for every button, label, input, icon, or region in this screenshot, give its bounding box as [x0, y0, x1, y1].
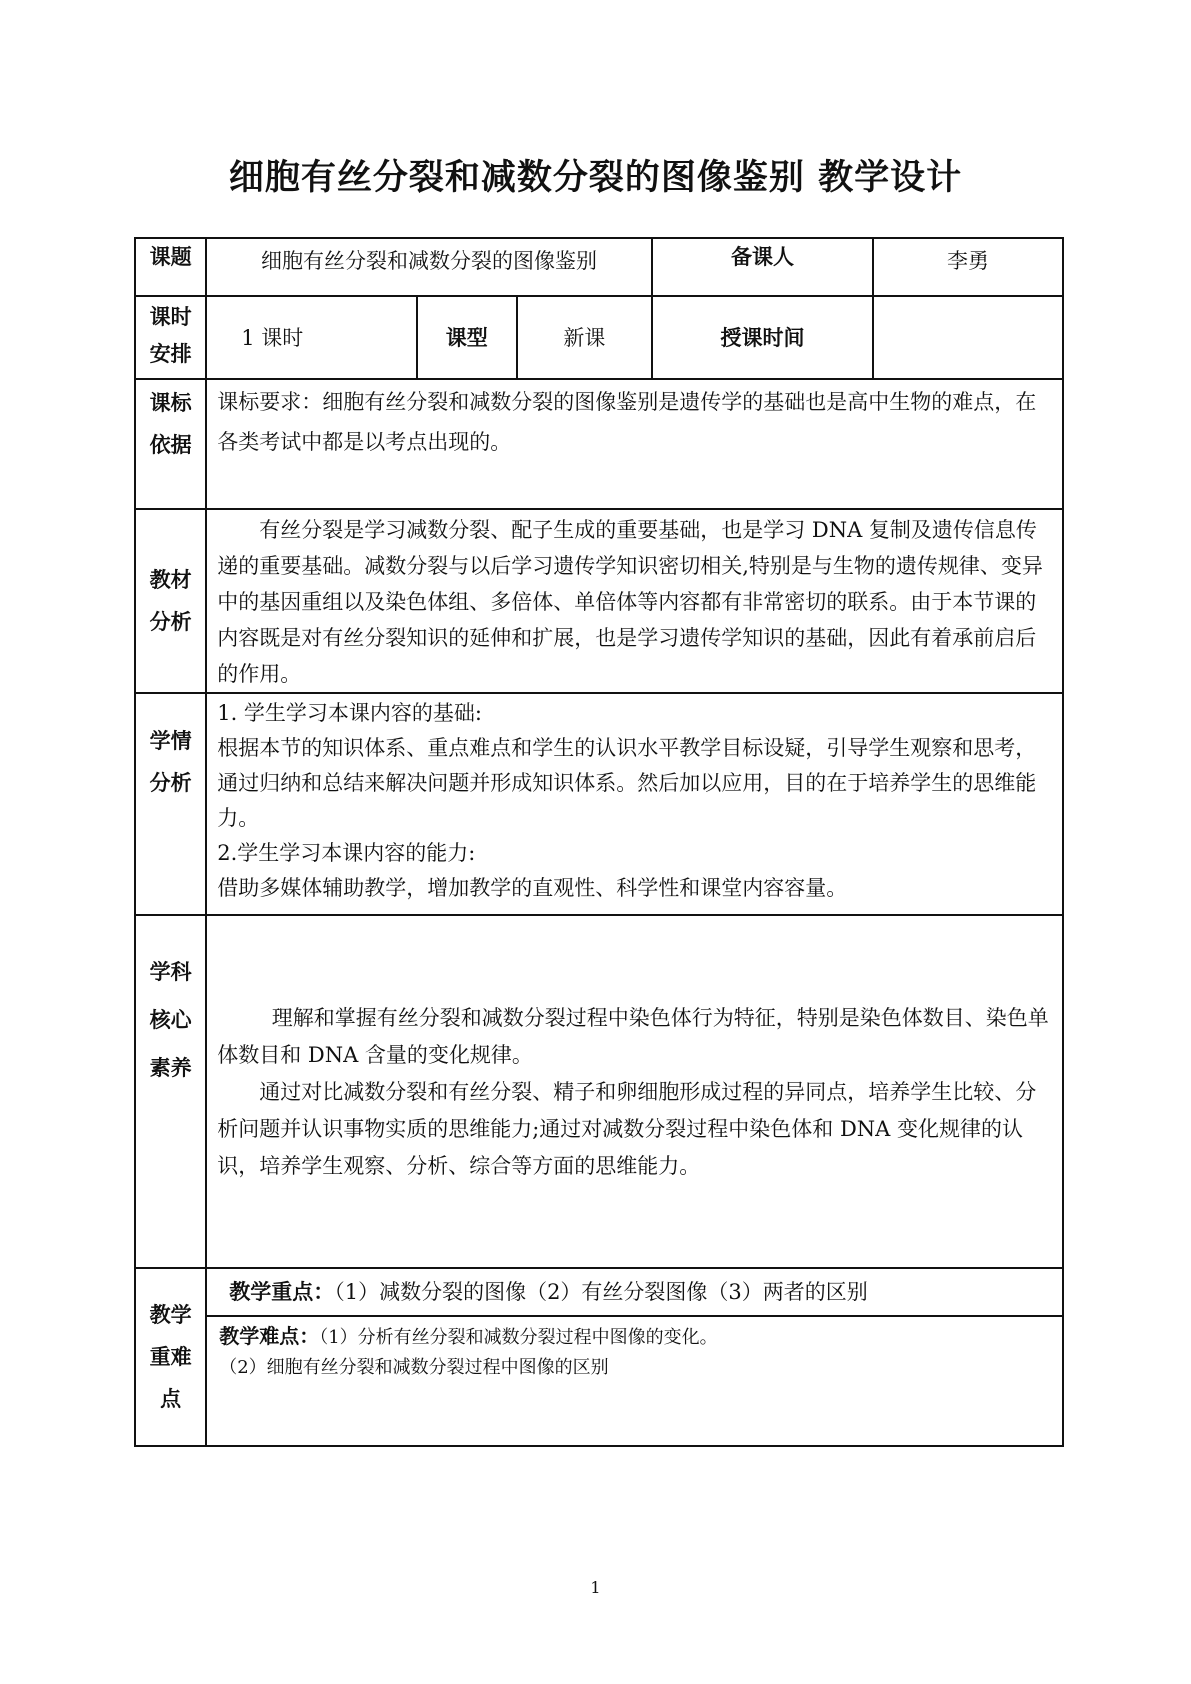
- basis-text: 课标要求：细胞有丝分裂和减数分裂的图像鉴别是遗传学的基础也是高中生物的难点，在各类考试中都是以考点出现的。: [206, 379, 1063, 509]
- material-label-line1: 教材: [149, 568, 192, 592]
- hours-value: 1 课时: [206, 296, 416, 379]
- literacy-label-line3: 素养: [149, 1056, 192, 1080]
- key-point-label: 教学重点：: [229, 1280, 335, 1304]
- literacy-label-line2: 核心: [149, 1008, 192, 1032]
- preparer-value: 李勇: [873, 238, 1063, 296]
- focus-label-line2: 重难: [149, 1345, 192, 1369]
- learner-item1-title: 1. 学生学习本课内容的基础:: [217, 701, 482, 725]
- literacy-label-line1: 学科: [149, 960, 192, 984]
- literacy-row: [135, 915, 1063, 1268]
- difficulty-label: 教学难点：: [219, 1324, 320, 1348]
- literacy-para2: 通过对比减数分裂和有丝分裂、精子和卵细胞形成过程的异同点，培养学生比较、分析问题并认识事物实质的思维能力;通过对减数分裂过程中染色体和 DNA 变化规律的认识，培养学生观察、分析、综合等方面的思维能力。: [217, 1080, 1037, 1178]
- lesson-type-value: 新课: [517, 296, 652, 379]
- material-label: [135, 509, 206, 693]
- literacy-text: [206, 915, 1063, 1268]
- learner-label-line1: 学情: [149, 729, 192, 753]
- difficulty-text2: （2）细胞有丝分裂和减数分裂过程中图像的区别: [219, 1357, 609, 1378]
- basis-label: [135, 379, 206, 509]
- page-number: 1: [590, 1578, 601, 1597]
- topic-label: 课题: [135, 238, 206, 296]
- document-title: 细胞有丝分裂和减数分裂的图像鉴别 教学设计: [228, 158, 963, 198]
- schedule-label-line2: 安排: [149, 342, 192, 366]
- difficulty-text1: （1）分析有丝分裂和减数分裂过程中图像的变化。: [319, 1327, 718, 1348]
- learner-item2-text: 借助多媒体辅助教学，增加教学的直观性、科学性和课堂内容容量。: [217, 876, 848, 900]
- preparer-label: 备课人: [652, 238, 873, 296]
- schedule-row: [135, 296, 1063, 379]
- lesson-plan-table: [134, 237, 1064, 1447]
- basis-row: [135, 379, 1063, 509]
- focus-label-line3: 点: [160, 1387, 182, 1411]
- difficulty-cell: [206, 1316, 1063, 1446]
- focus-label-line1: 教学: [149, 1303, 192, 1327]
- material-label-line2: 分析: [149, 610, 192, 634]
- basis-label-line1: 课标: [149, 391, 192, 415]
- topic-row: [135, 238, 1063, 296]
- schedule-label: [135, 296, 206, 379]
- key-point-text: （1）减数分裂的图像（2）有丝分裂图像（3）两者的区别: [334, 1280, 868, 1304]
- focus-label: [135, 1268, 206, 1446]
- teaching-time-value: [873, 296, 1063, 379]
- learner-text: [206, 693, 1063, 915]
- learner-item2-title: 2.学生学习本课内容的能力:: [217, 841, 476, 865]
- material-row: [135, 509, 1063, 693]
- lesson-type-label: 课型: [417, 296, 517, 379]
- learner-label-line2: 分析: [149, 771, 192, 795]
- literacy-para1: 理解和掌握有丝分裂和减数分裂过程中染色体行为特征，特别是染色体数目、染色单体数目和 DNA 含量的变化规律。: [217, 1006, 1049, 1067]
- learner-row: [135, 693, 1063, 915]
- key-point-row: [135, 1268, 1063, 1316]
- schedule-label-line1: 课时: [149, 305, 192, 329]
- basis-label-line2: 依据: [149, 433, 192, 457]
- material-text: 有丝分裂是学习减数分裂、配子生成的重要基础，也是学习 DNA 复制及遗传信息传递的重要基础。减数分裂与以后学习遗传学知识密切相关,特别是与生物的遗传规律、变异中的基因重组以及染色体组、多倍体、单倍体等内容都有非常密切的联系。由于本节课的内容既是对有丝分裂知识的延伸和扩展，也是学习遗传学知识的基础，因此有着承前启后的作用。: [206, 509, 1063, 693]
- literacy-label: [135, 915, 206, 1268]
- learner-label: [135, 693, 206, 915]
- teaching-time-label: 授课时间: [652, 296, 873, 379]
- difficulty-row: [135, 1316, 1063, 1446]
- topic-value: 细胞有丝分裂和减数分裂的图像鉴别: [206, 238, 652, 296]
- key-point-cell: [206, 1268, 1063, 1316]
- learner-item1-text: 根据本节的知识体系、重点难点和学生的认识水平教学目标设疑，引导学生观察和思考，通过归纳和总结来解决问题并形成知识体系。然后加以应用，目的在于培养学生的思维能力。: [217, 736, 1037, 830]
